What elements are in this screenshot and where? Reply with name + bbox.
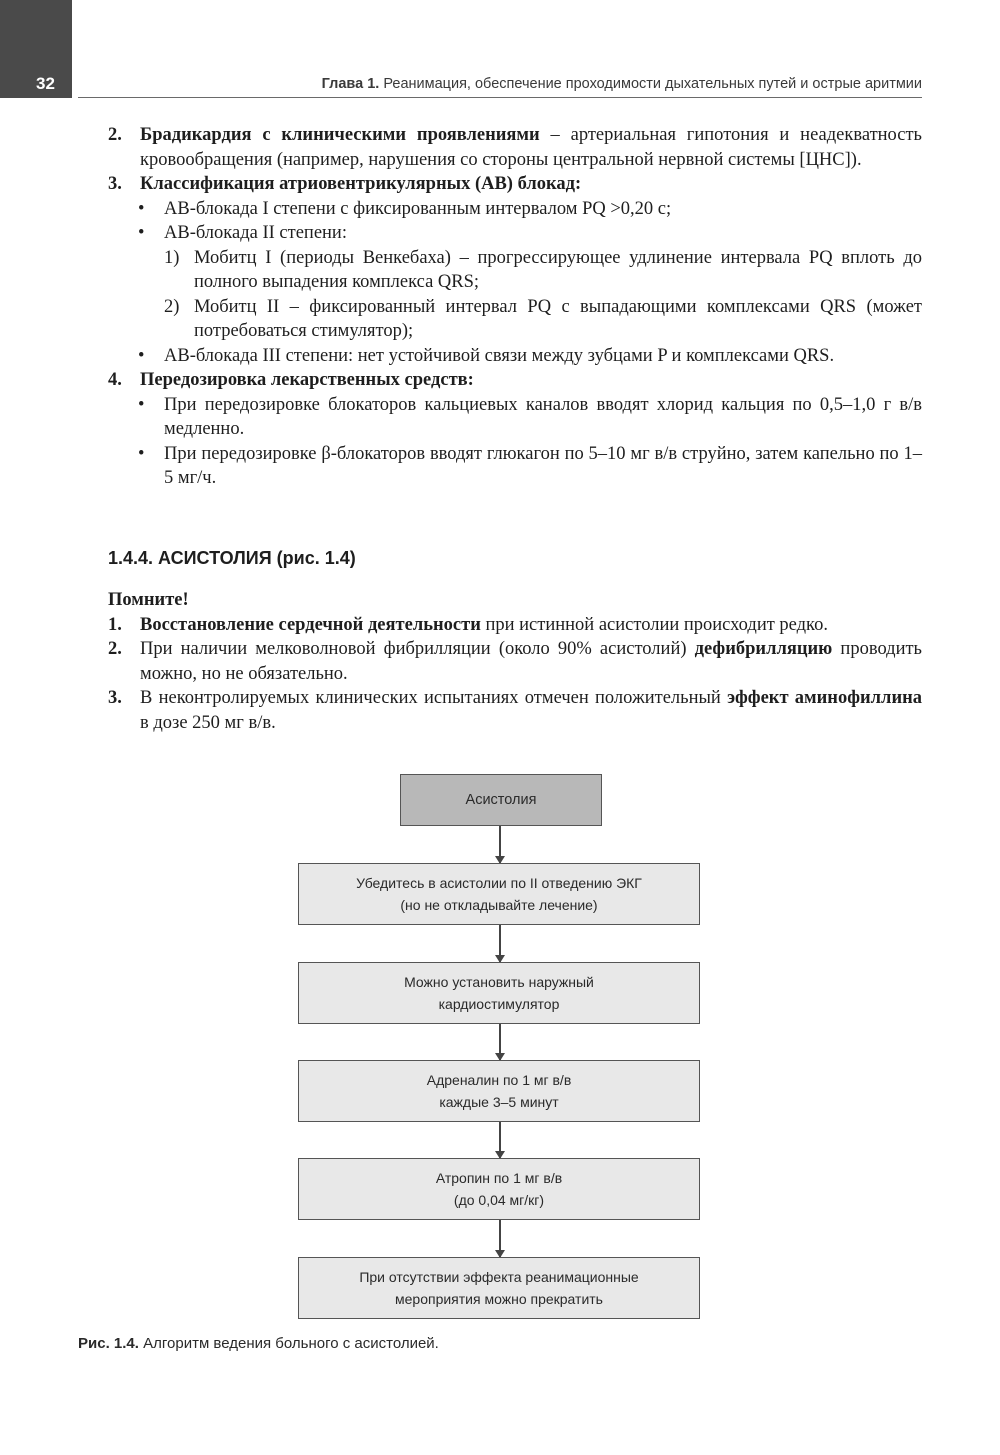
remember-heading: Помните! xyxy=(108,590,189,610)
item-pre: В неконтролируемых клинических испытаниях отмечен положительный xyxy=(140,688,728,708)
item-rest: – артериальная гипотония и неадекватность кровообращения (например, нарушения со стороны центральной нервной системы [ЦНС]). xyxy=(140,125,922,170)
list-item xyxy=(108,686,922,735)
step-line: При отсутствии эффекта реанимационные xyxy=(359,1269,639,1285)
sub-number: 1) xyxy=(164,247,180,268)
chapter-label: Глава 1. xyxy=(321,76,380,92)
item-number: 4. xyxy=(108,370,122,390)
sub-text: Мобитц II – фиксированный интервал PQ с выпадающими комплексами QRS (может потребоваться стимулятор); xyxy=(194,296,922,341)
bullet-text: При передозировке блокаторов кальциевых каналов вводят хлорид кальция по 0,5–1,0 г в/в медленно. xyxy=(164,394,922,439)
bullet-icon: • xyxy=(138,223,145,243)
item-pre: При наличии мелковолновой фибрилляции (около 90% асистолий) xyxy=(140,639,695,659)
list-item xyxy=(108,368,922,393)
flowchart-start-label: Асистолия xyxy=(465,792,537,808)
item-text xyxy=(140,637,922,686)
bullet-text: АВ-блокада II степени: xyxy=(164,223,347,243)
chapter-title: Реанимация, обеспечение проходимости дыхательных путей и острые аритмии xyxy=(383,76,922,92)
top-list xyxy=(108,123,922,491)
sub-text: Мобитц I (периоды Венкебаха) – прогрессирующее удлинение интервала PQ вплоть до полного выпадения комплекса QRS; xyxy=(194,247,922,292)
step-line: каждые 3–5 минут xyxy=(439,1094,559,1110)
item-text xyxy=(140,686,922,735)
step-line: кардиостимулятор xyxy=(438,996,560,1012)
bullet-text: АВ-блокада III степени: нет устойчивой связи между зубцами P и комплексами QRS. xyxy=(164,345,835,366)
item-rest: при истинной асистолии происходит редко. xyxy=(480,614,828,635)
step-line: (до 0,04 мг/кг) xyxy=(453,1192,545,1208)
flowchart-step-box xyxy=(298,863,700,925)
item-number: 2. xyxy=(108,125,122,145)
list-item xyxy=(108,172,922,197)
flowchart-end-box xyxy=(298,1257,700,1319)
step-line: (но не откладывайте лечение) xyxy=(400,897,598,913)
step-line: Можно установить наружный xyxy=(404,974,594,990)
flow-arrow xyxy=(499,826,501,863)
item-text xyxy=(140,613,922,638)
item-text xyxy=(140,123,922,172)
item-number: 2. xyxy=(108,639,122,659)
figure-caption xyxy=(78,1335,439,1352)
step-line: мероприятия можно прекратить xyxy=(395,1291,603,1307)
section-title: 1.4.4. АСИСТОЛИЯ (рис. 1.4) xyxy=(108,548,356,568)
caption-label: Рис. 1.4. xyxy=(78,1335,139,1352)
step-line: Атропин по 1 мг в/в xyxy=(435,1170,563,1186)
bullet-icon: • xyxy=(138,345,145,366)
item-number: 3. xyxy=(108,688,122,708)
bullet-text: При передозировке β-блокаторов вводят глюкагон по 5–10 мг в/в струйно, затем капельно по 1–5 мг/ч. xyxy=(164,443,922,488)
sublist-item xyxy=(164,246,922,295)
bullet-item xyxy=(138,221,922,246)
item-bold: Передозировка лекарственных средств: xyxy=(140,370,474,390)
flow-arrow xyxy=(499,1122,501,1158)
item-number: 3. xyxy=(108,174,122,194)
step-line: Адреналин по 1 мг в/в xyxy=(426,1072,572,1088)
item-bold: дефибрилляцию xyxy=(694,639,833,659)
list-item xyxy=(108,613,922,638)
flow-arrow xyxy=(499,1220,501,1257)
sub-number: 2) xyxy=(164,296,180,317)
remember-block xyxy=(108,588,922,735)
flow-arrow xyxy=(499,1024,501,1060)
item-bold: Восстановление сердечной деятельности xyxy=(140,614,481,635)
bullet-icon: • xyxy=(138,198,145,219)
item-post: в дозе 250 мг в/в. xyxy=(140,712,276,733)
flow-arrow xyxy=(499,925,501,962)
item-bold: эффект аминофиллина xyxy=(727,688,923,708)
item-bold: Брадикардия с клиническими проявлениями xyxy=(140,125,540,145)
bullet-item xyxy=(138,197,922,222)
bullet-icon: • xyxy=(138,443,145,464)
bullet-icon: • xyxy=(138,394,145,415)
bullet-item xyxy=(138,442,922,491)
bullet-text: АВ-блокада I степени с фиксированным интервалом PQ >0,20 с; xyxy=(164,198,672,219)
item-text xyxy=(140,172,922,197)
flowchart-start-box xyxy=(400,774,602,826)
header-rule xyxy=(78,97,922,98)
caption-text: Алгоритм ведения больного с асистолией. xyxy=(138,1335,439,1352)
flowchart-step-box xyxy=(298,962,700,1024)
item-number: 1. xyxy=(108,614,122,635)
item-post: проводить можно, но не обязательно. xyxy=(140,639,922,684)
bullet-item xyxy=(138,344,922,369)
list-item xyxy=(108,123,922,172)
sublist-item xyxy=(164,295,922,344)
list-item xyxy=(108,637,922,686)
bullet-item xyxy=(138,393,922,442)
item-text xyxy=(140,368,922,393)
page-number: 32 xyxy=(36,74,55,93)
flowchart-step-box xyxy=(298,1060,700,1122)
item-bold: Классификация атриовентрикулярных (АВ) блокад: xyxy=(140,174,582,194)
flowchart-step-box xyxy=(298,1158,700,1220)
step-line: Убедитесь в асистолии по II отведению ЭКГ xyxy=(356,875,642,891)
running-header xyxy=(322,76,922,92)
